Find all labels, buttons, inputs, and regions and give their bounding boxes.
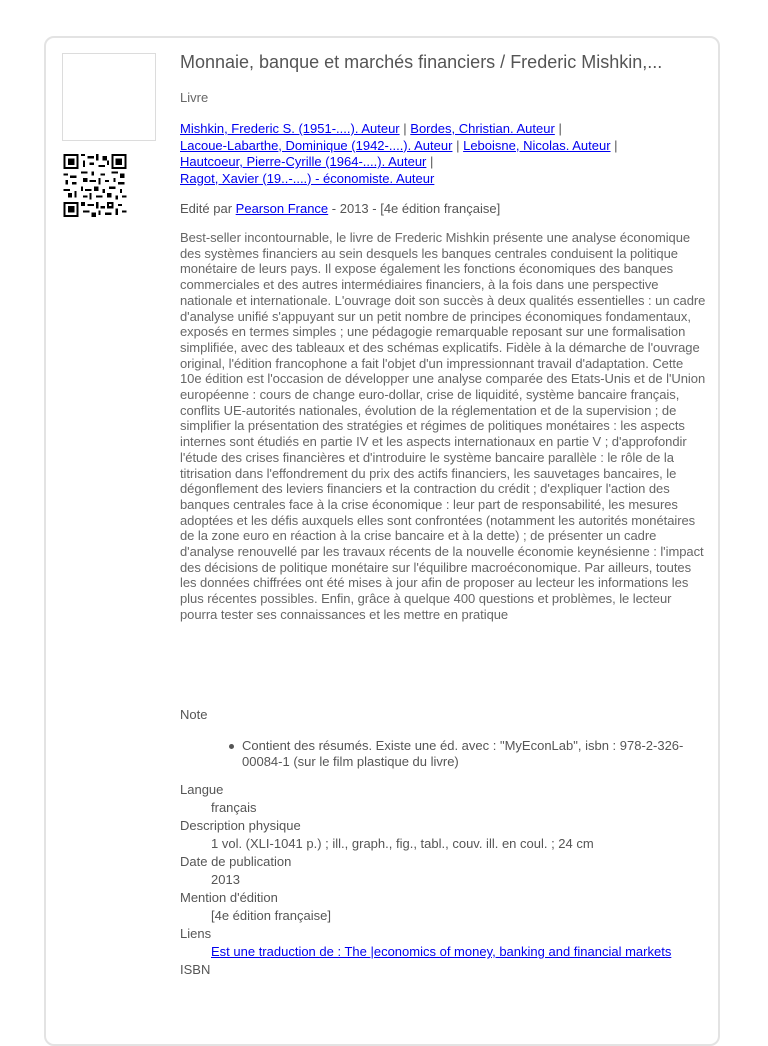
publisher-link[interactable]: Pearson France: [235, 201, 329, 216]
translation-link[interactable]: Est une traduction de : The |economics of money, banking and financial markets: [211, 944, 672, 959]
qr-code-icon: [62, 154, 128, 217]
author-link[interactable]: Mishkin, Frederic S. (1951-....). Auteur: [180, 121, 400, 136]
note-list: [228, 738, 708, 770]
physical-description-label: Description physique: [180, 818, 301, 833]
publication-date-label: Date de publication: [180, 854, 292, 869]
author-separator: |: [456, 137, 460, 153]
cover-thumbnail[interactable]: [62, 53, 156, 141]
author-separator: |: [403, 121, 407, 136]
physical-description-value: 1 vol. (XLI-1041 p.) ; ill., graph., fig., tabl., couv. ill. en coul. ; 24 cm: [211, 836, 594, 851]
publication-date-value: 2013: [211, 872, 240, 887]
author-link[interactable]: Bordes, Christian. Auteur: [410, 121, 555, 136]
language-value: français: [211, 800, 257, 815]
isbn-label: ISBN: [180, 962, 211, 977]
author-separator: |: [558, 121, 562, 136]
author-link[interactable]: Ragot, Xavier (19..-....) - économiste. Auteur: [180, 170, 435, 186]
edition-prefix: Edité par: [180, 201, 233, 216]
author-link[interactable]: Leboisne, Nicolas. Auteur: [463, 137, 611, 153]
record-details: [180, 781, 710, 978]
note-item: Contient des résumés. Existe une éd. avec : "MyEconLab", isbn : 978-2-326-00084-1 (sur le film plastique du livre): [228, 738, 708, 770]
edition-mention-value: [4e édition française]: [211, 908, 331, 923]
record-main: [180, 52, 708, 623]
abstract-text: Best-seller incontournable, le livre de Frederic Mishkin présente une analyse économique des systèmes financiers au sein desquels les banques centrales conduisent la politique monétaire de leurs pays. Il expose également les fonctions économiques des banques commerciales et des autres intermédiaires financiers, à la fois dans une perspective nationale et internationale. L'ouvrage doit son succès à deux qualités essentielles : un cadre d'analyse unifié s'appuyant sur un petit nombre de principes économiques fondamentaux, exposés en termes simples ; une pédagogie remarquable reposant sur une formalisation simplifiée, avec des tableaux et des schémas explicatifs. Fidèle à la démarche de l'ouvrage original, l'édition francophone a fait l'objet d'un impressionnant travail d'adaptation. Cette 10e édition est l'occasion de développer une analyse comparée des Etats-Unis et de l'Union européenne : cours de change euro-dollar, crise de liquidité, système bancaire français, conflits UE-autorités nationales, évolution de la réglementation et de la supervision ; de simplifier la présentation des stratégies et régimes de politiques monétaires : les aspects internes sont étudiés en partie IV et les aspects internationaux en partie V ; d'approfondir l'étude des crises financières et d'introduire le système bancaire parallèle : le rôle de la titrisation dans l'effondrement du prix des actifs financiers, les sauvetages bancaires, le dégonflement des leviers financiers et la contraction du crédit ; d'expliquer l'action des banques centrales face à la crise économique : leur part de responsabilité, les mesures adoptées et les défis auxquels elles sont confrontées (notamment les autorités monétaires de la zone euro en réaction à la crise bancaire et à la dette) ; de présenter un cadre d'analyse renouvellé par les travaux récents de la nouvelle économie keynésienne : l'impact des décisions de politique monétaire sur l'équilibre macroéconomique. Par ailleurs, toutes les données chiffrées ont été mises à jour afin de proposer au lecteur les informations les plus récentes possibles. Enfin, grâce à quelque 400 questions et problèmes, le lecteur pourra tester ses connaissances et les mettre en pratique: [180, 230, 706, 622]
document-type: Livre: [180, 90, 209, 105]
author-separator: |: [430, 154, 434, 169]
edition-mention-label: Mention d'édition: [180, 890, 278, 905]
links-value: [180, 942, 710, 961]
edition-suffix: - 2013 - [4e édition française]: [331, 201, 501, 216]
authors-list: [180, 121, 708, 187]
author-link[interactable]: Hautcoeur, Pierre-Cyrille (1964-....). Auteur: [180, 154, 427, 169]
links-label: Liens: [180, 926, 212, 941]
author-link[interactable]: Lacoue-Labarthe, Dominique (1942-....). Auteur: [180, 137, 453, 153]
author-separator: |: [614, 137, 618, 153]
record-title[interactable]: Monnaie, banque et marchés financiers / Frederic Mishkin,...: [180, 52, 663, 72]
note-label: Note: [180, 707, 208, 722]
publication-line: [180, 201, 708, 217]
language-label: Langue: [180, 782, 224, 797]
